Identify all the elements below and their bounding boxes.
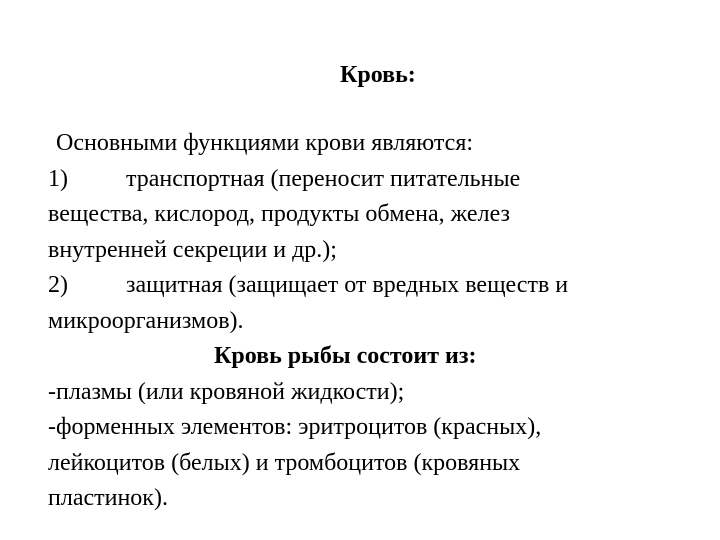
composition-line: лейкоцитов (белых) и тромбоцитов (кровяных xyxy=(48,449,521,476)
list-item-1-number: 1) xyxy=(48,165,68,192)
list-item-1-continuation: вещества, кислород, продукты обмена, желез xyxy=(48,201,510,227)
intro-text: Основными функциями крови являются: xyxy=(56,130,474,156)
list-item-2-continuation: микроорганизмов). xyxy=(48,307,244,334)
list-item-2 xyxy=(48,268,708,304)
composition-line: пластинок). xyxy=(48,485,168,511)
composition-line: -плазмы (или кровяной жидкости); xyxy=(48,378,405,405)
composition-line: -форменных элементов: эритроцитов (красных), xyxy=(48,414,542,440)
list-item-1-continuation: внутренней секреции и др.); xyxy=(48,236,337,263)
list-item-2-text: защитная (защищает от вредных веществ и xyxy=(126,272,569,298)
list-item-2-number: 2) xyxy=(48,272,68,298)
slide-body xyxy=(48,126,708,517)
list-item-1 xyxy=(48,162,708,198)
list-item-1-text: транспортная (переносит питательные xyxy=(126,165,521,192)
slide-title: Кровь: xyxy=(340,62,416,88)
subheading: Кровь рыбы состоит из: xyxy=(214,343,477,369)
